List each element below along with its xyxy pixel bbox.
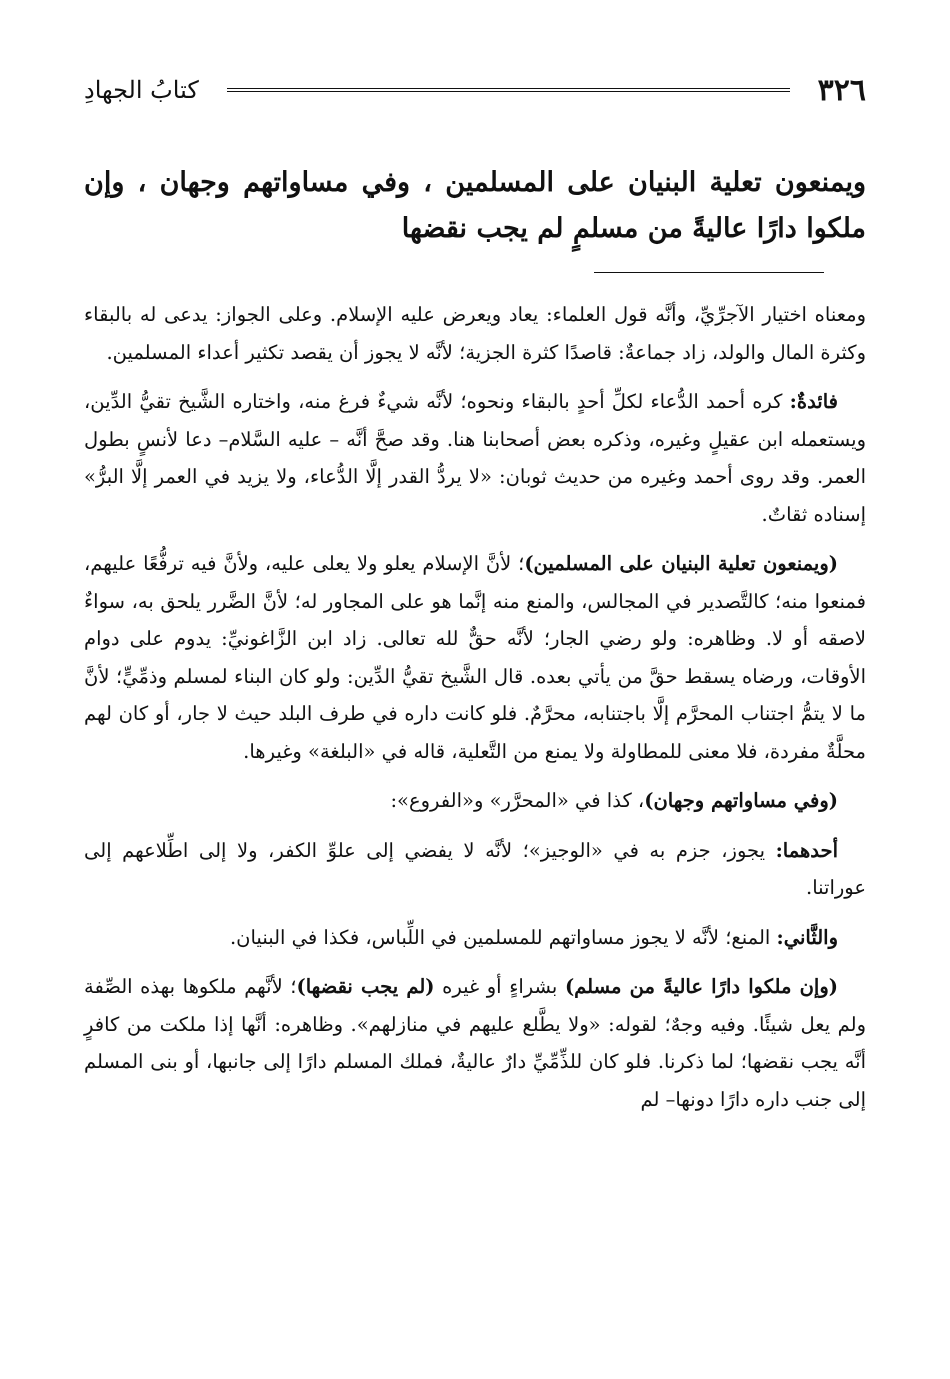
paragraph: ومعناه اختيار الآجرِّيِّ، وأنَّه قول العلماء: يعاد ويعرض عليه الإسلام. وعلى الجواز: يدعى له بالبقاء وكثرة المال والولد، زاد جماعةٌ: قاصدًا كثرة الجزية؛ لأنَّه لا يجوز أن يقصد تكثير أعداء المسلمين. xyxy=(84,303,866,364)
header-rule xyxy=(227,88,790,92)
paragraph-text: يجوز، جزم به في «الوجيز»؛ لأنَّه لا يفضي إلى علوِّ الكفر، ولا إلى اطِّلاعهم إلى عوراتنا. xyxy=(84,838,866,899)
paragraph-label: أحدهما: xyxy=(775,838,838,862)
matn-text: ويمنعون تعلية البنيان على المسلمين ، وفي مساواتهم وجهان ، وإن ملكوا دارًا عاليةً من مسلمٍ لم يجب نقضها xyxy=(84,167,866,244)
paragraph xyxy=(84,919,866,957)
paragraph xyxy=(84,782,866,820)
paragraph-label: والثَّاني: xyxy=(776,925,838,949)
paragraph-text: ؛ لأنَّ الإسلام يعلو ولا يعلى عليه، ولأنَّ فيه ترفُّعًا عليهم، فمنعوا منه؛ كالتَّصدير في المجالس، والمنع منه إنَّما هو على المجاور له؛ لأنَّ الضَّرر يلحق به، سواءٌ لاصقه أو لا. وظاهره: ولو رضي الجار؛ لأنَّه حقٌّ لله تعالى. زاد ابن الزَّاغونيِّ: يدوم على دوام الأوقات، ورضاه يسقط حقَّ من يأتي بعده. قال الشَّيخ تقيُّ الدِّين: ولو كان البناء لمسلم وذمِّيٍّ؛ لأنَّ ما لا يتمُّ اجتناب المحرَّم إلَّا باجتنابه، محرَّمٌ. فلو كانت داره في طرف البلد حيث لا جار، أو كان لهم محلَّةٌ مفردة، فلا معنى للمطاولة ولا يمنع من التَّعلية، قاله في «البلغة» وغيرها. xyxy=(84,552,866,763)
paragraph-label: فائدةٌ: xyxy=(789,390,838,413)
paragraph-text: ؛ لأنَّهم ملكوها بهذه الصِّفة ولم يعل شيئًا. وفيه وجهٌ؛ لقوله: «ولا يطَّلع عليهم في منازلهم». وظاهره: أنَّها إذا ملكت من كافرٍ أنَّه يجب نقضها؛ لما ذكرنا. فلو كان للذِّمِّيِّ دارٌ عاليةٌ، فملك المسلم دارًا إلى جانبها، أو بنى المسلم إلى جنب داره دارًا دونها– لم xyxy=(84,975,866,1111)
page-header xyxy=(84,68,866,112)
paragraph-text: المنع؛ لأنَّه لا يجوز مساواتهم للمسلمين في اللِّباس، فكذا في البنيان. xyxy=(229,925,777,949)
matn-quote: (لم يجب نقضها) xyxy=(296,975,435,998)
page-number: ٣٢٦ xyxy=(817,72,866,108)
paragraph-text: بشراءٍ أو غيره xyxy=(434,975,565,998)
commentary-body xyxy=(84,296,866,1130)
matn-quote: (ويمنعون تعلية البنيان على المسلمين) xyxy=(524,552,838,575)
paragraph-text: كره أحمد الدُّعاء لكلِّ أحدٍ بالبقاء ونحوه؛ لأنَّه شيءٌ فرغ منه، واختاره الشَّيخ تقيُّ الدِّين، ويستعمله ابن عقيلٍ وغيره، وذكره بعض أصحابنا هنا. وقد صحَّ أنَّه – عليه السَّلام– دعا لأنسٍ بطول العمر. وقد روى أحمد وغيره من حديث ثوبان: «لا يردُّ القدر إلَّا الدُّعاء، ولا يزيد في العمر إلَّا البرُّ» إسناده ثقاتٌ. xyxy=(84,390,866,526)
matn-quote: (وفي مساواتهم وجهان) xyxy=(644,789,838,812)
matn-separator xyxy=(594,272,824,273)
paragraph xyxy=(84,545,866,770)
paragraph-text: ، كذا في «المحرَّر» و«الفروع»: xyxy=(390,789,645,812)
matn-quote: (وإن ملكوا دارًا عاليةً من مسلم) xyxy=(564,975,838,998)
paragraph xyxy=(84,383,866,533)
paragraph xyxy=(84,968,866,1118)
running-title: كتابُ الجهادِ xyxy=(84,76,199,104)
paragraph xyxy=(84,832,866,907)
